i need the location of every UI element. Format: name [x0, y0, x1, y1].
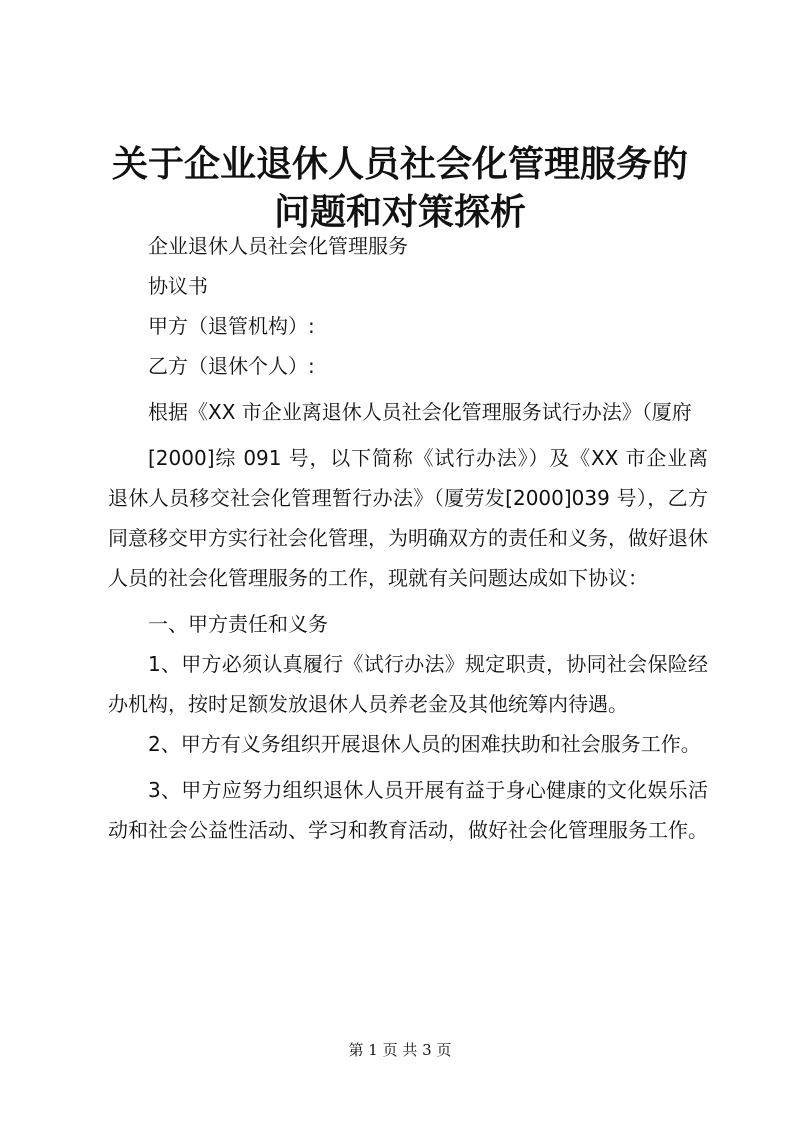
document-title: 关于企业退休人员社会化管理服务的问题和对策探析 — [111, 143, 688, 233]
paragraph-clause-2: 2、甲方有义务组织开展退休人员的困难扶助和社会服务工作。 — [148, 732, 701, 756]
section-heading-party-a-duties: 一、甲方责任和义务 — [148, 612, 328, 636]
document-body — [108, 226, 708, 850]
paragraph-clause-3: 3、甲方应努力组织退休人员开展有益于身心健康的文化娱乐活动和社会公益性活动、学习和教育活动，做好社会化管理服务工作。 — [108, 778, 708, 842]
page-footer: 第 1 页 共 3 页 — [348, 1041, 452, 1059]
paragraph-basis: 根据《XX 市企业离退休人员社会化管理服务试行办法》（厦府 — [148, 400, 692, 424]
paragraph-basis-detail: [2000]综 091 号，以下简称《试行办法》）及《XX 市企业离退休人员移交社会化管理暂行办法》（厦劳发[2000]039 号），乙方同意移交甲方实行社会化管理，为明确双方的责任和义务，做好退休人员的社会化管理服务的工作，现就有关问题达成如下协议： — [108, 446, 708, 590]
paragraph-subject: 企业退休人员社会化管理服务 — [148, 234, 408, 258]
paragraph-clause-1: 1、甲方必须认真履行《试行办法》规定职责，协同社会保险经办机构，按时足额发放退休人员养老金及其他统筹内待遇。 — [108, 652, 708, 716]
paragraph-agreement-label: 协议书 — [148, 274, 208, 298]
paragraph-party-a: 甲方（退管机构）: — [148, 314, 315, 338]
paragraph-party-b: 乙方（退休个人）: — [148, 354, 315, 378]
